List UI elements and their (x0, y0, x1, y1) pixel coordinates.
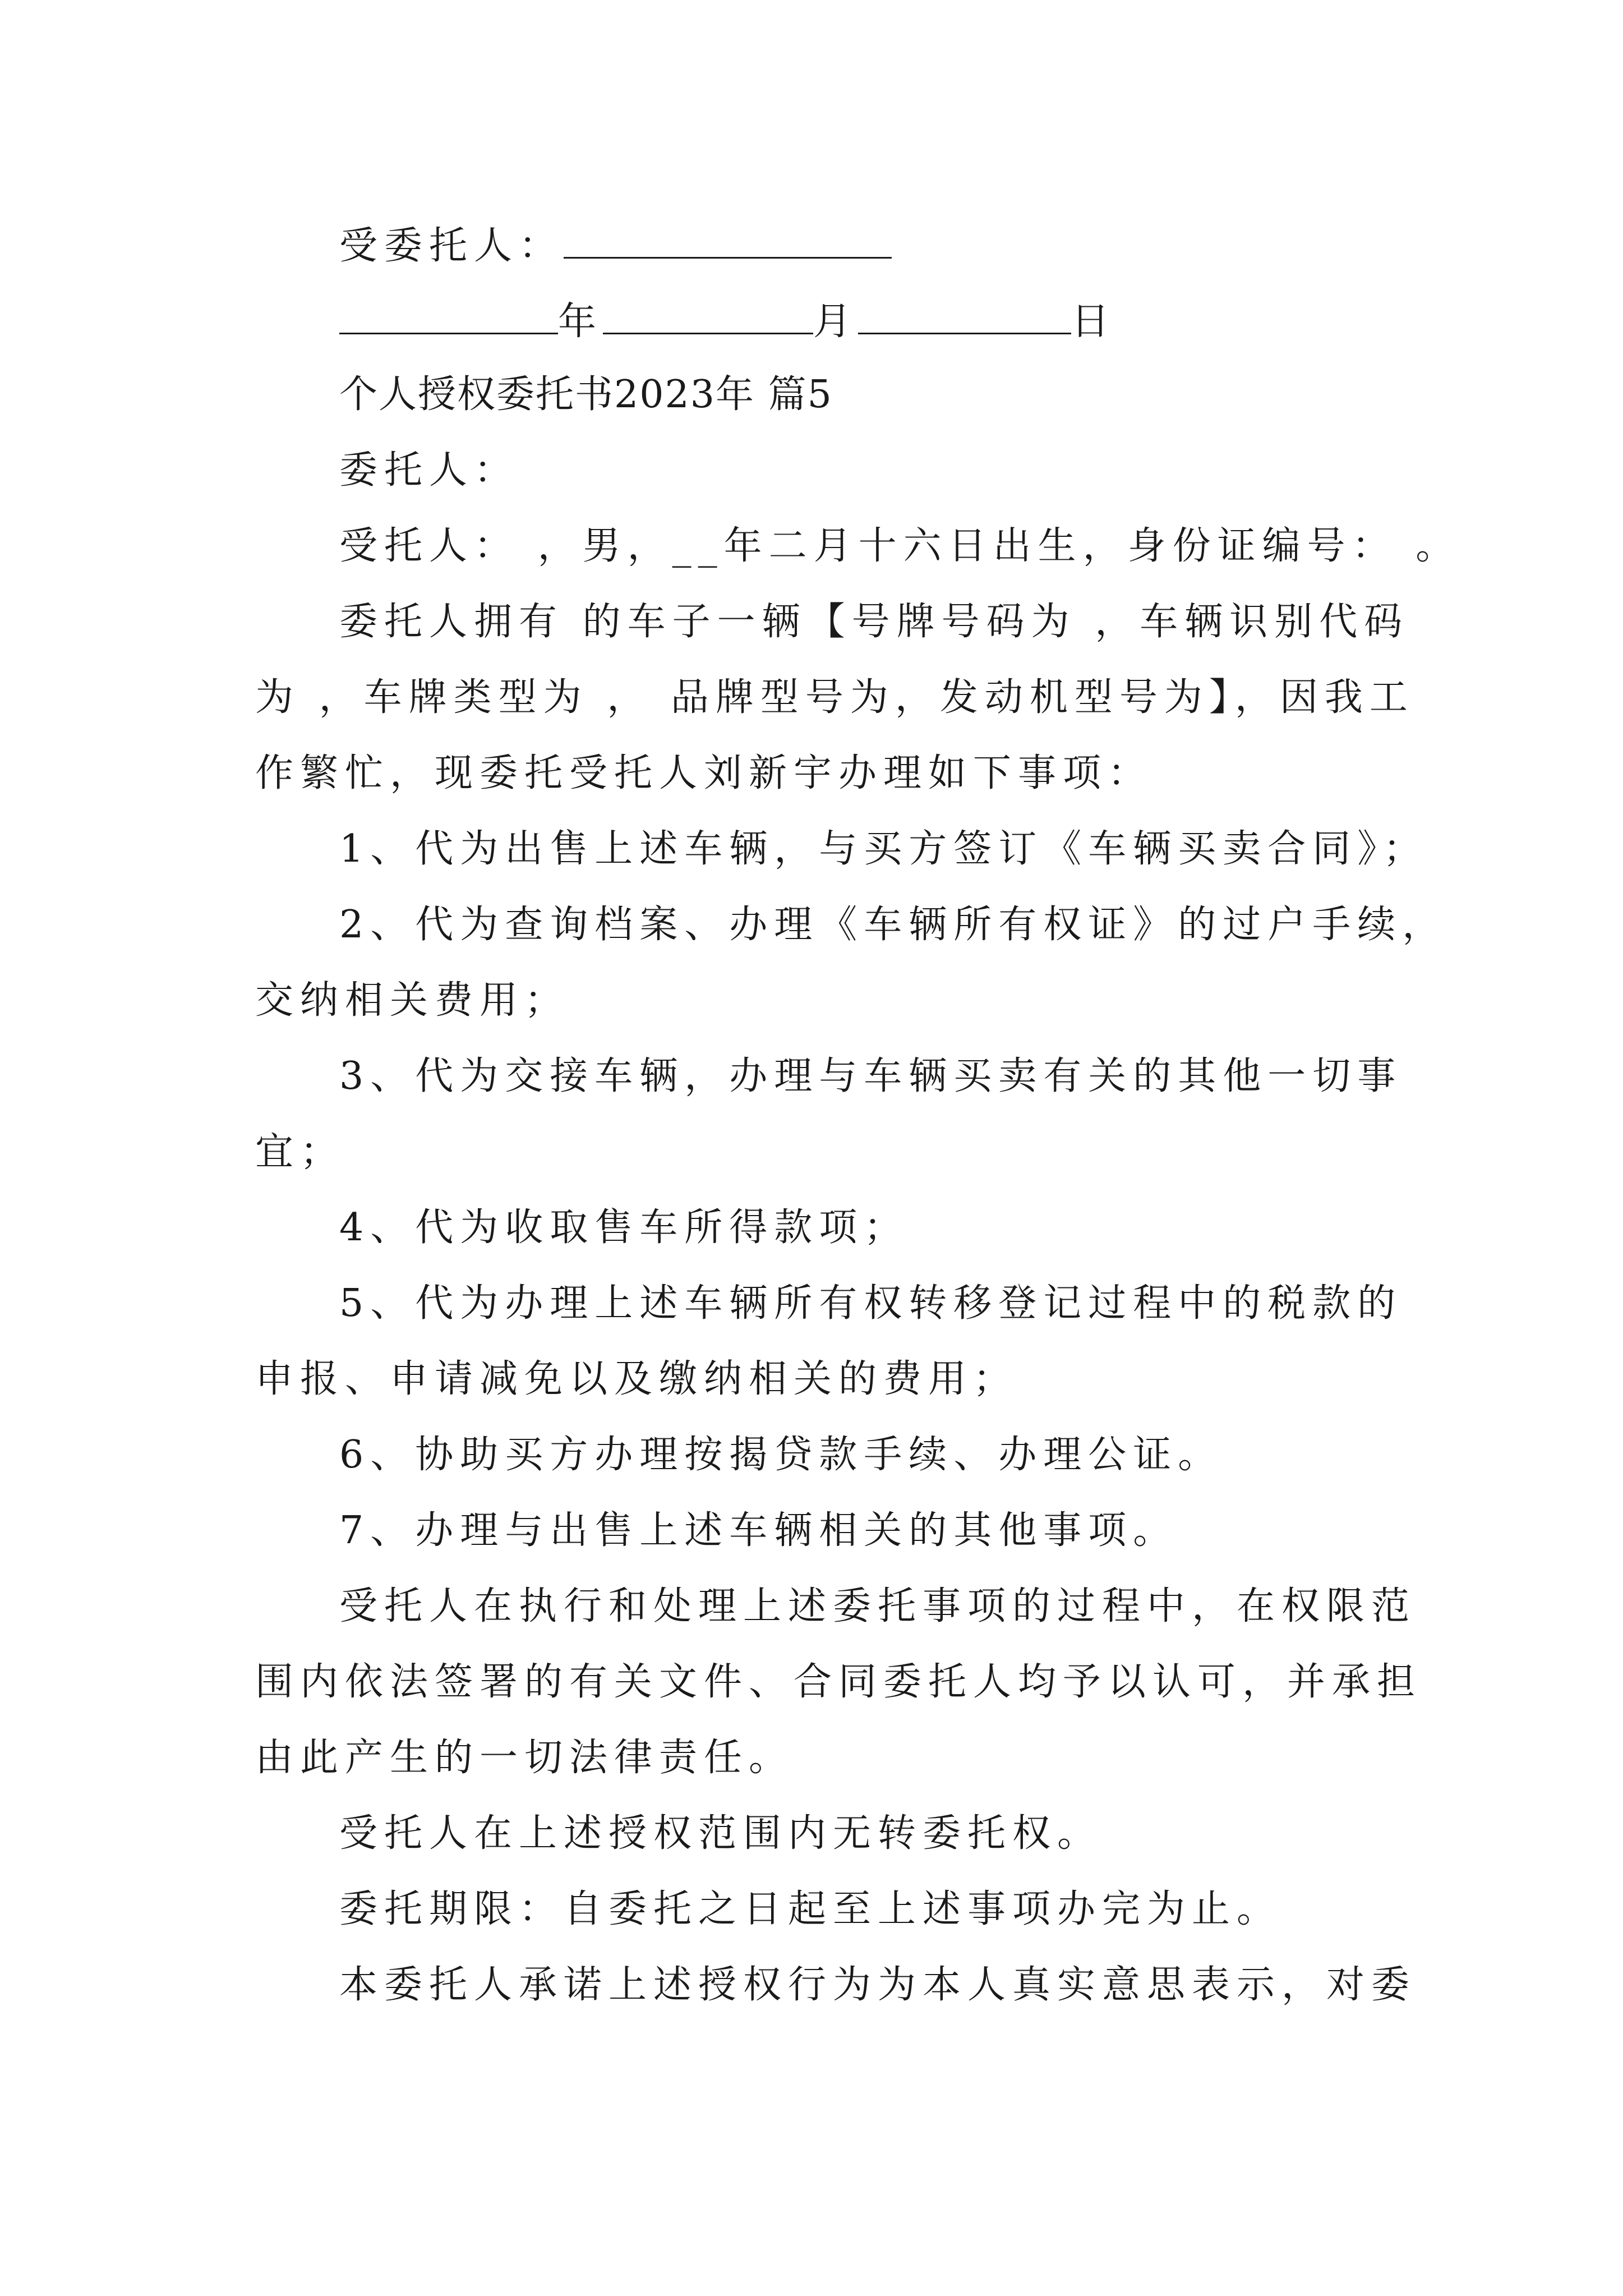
trustee-signature-line (339, 224, 892, 268)
year-blank (339, 300, 558, 334)
list-item: 4、代为收取售车所得款项； (339, 1205, 909, 1250)
paragraph-line: 委托期限：自委托之日起至上述事项办完为止。 (339, 1887, 1282, 1931)
day-label: 日 (1071, 300, 1117, 344)
paragraph-line: 由此产生的一切法律责任。 (255, 1736, 794, 1780)
list-item: 5、代为办理上述车辆所有权转移登记过程中的税款的 (339, 1281, 1403, 1326)
list-item: 3、代为交接车辆，办理与车辆买卖有关的其他一切事 (339, 1054, 1403, 1098)
year-label: 年 (558, 300, 603, 344)
list-item-continuation: 宜； (255, 1130, 345, 1174)
paragraph-line: 围内依法签署的有关文件、合同委托人均予以认可，并承担 (255, 1660, 1422, 1704)
list-item: 2、代为查询档案、办理《车辆所有权证》的过户手续， (339, 903, 1447, 947)
paragraph-line: 委托人： (339, 448, 519, 493)
section-title: 个人授权委托书2023年 篇5 (339, 372, 833, 417)
date-line (339, 300, 1117, 344)
month-label: 月 (813, 300, 859, 344)
trustee-label: 受委托人： (339, 224, 564, 268)
paragraph-line: 受托人在执行和处理上述委托事项的过程中，在权限范 (339, 1584, 1417, 1628)
paragraph-line: 受托人在上述授权范围内无转委托权。 (339, 1811, 1103, 1856)
list-item-continuation: 申报、申请减免以及缴纳相关的费用； (255, 1357, 1018, 1401)
paragraph-line: 作繁忙，现委托受托人刘新宇办理如下事项： (255, 751, 1153, 795)
paragraph-line: 委托人拥有 的车子一辆【号牌号码为 ，车辆识别代码 (339, 600, 1409, 644)
paragraph-line: 本委托人承诺上述授权行为为本人真实意思表示，对委 (339, 1963, 1417, 2007)
paragraph-line: 为 ，车牌类型为 ， 品牌型号为，发动机型号为】，因我工 (255, 675, 1414, 720)
list-item: 1、代为出售上述车辆，与买方签订《车辆买卖合同》； (339, 827, 1428, 871)
trustee-blank (564, 224, 892, 259)
day-blank (858, 300, 1071, 334)
list-item-continuation: 交纳相关费用； (255, 978, 570, 1023)
month-blank (603, 300, 813, 334)
list-item: 6、协助买方办理按揭贷款手续、办理公证。 (339, 1433, 1223, 1477)
paragraph-line: 受托人： ，男，__年二月十六日出生，身份证编号： 。 (339, 524, 1461, 568)
list-item: 7、办理与出售上述车辆相关的其他事项。 (339, 1508, 1178, 1553)
